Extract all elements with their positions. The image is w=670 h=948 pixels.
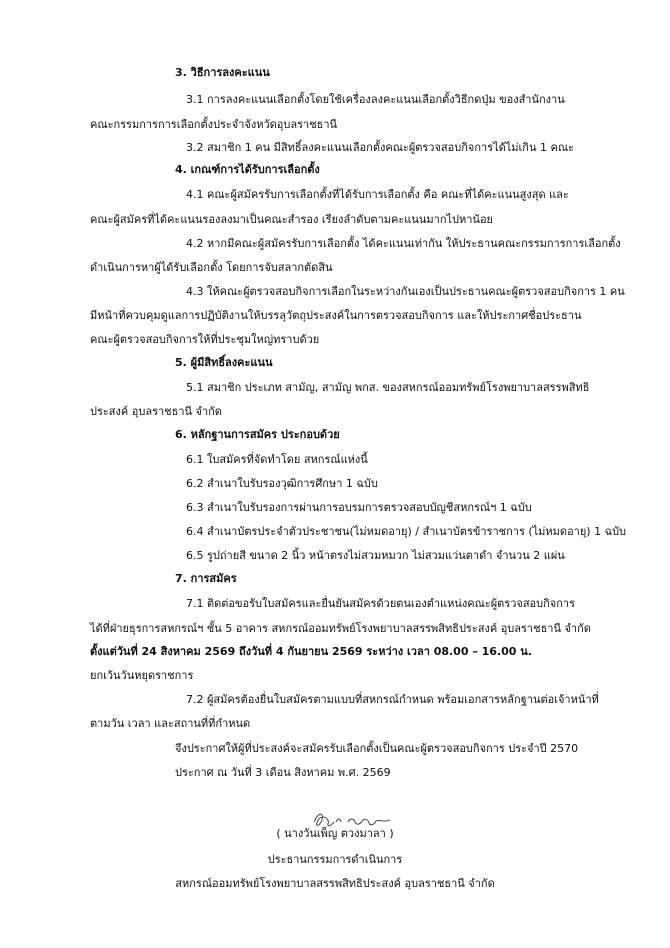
signatory-organization: สหกรณ์ออมทรัพย์โรงพยาบาลสรรพสิทธิประสงค์ อุบลราชธานี จำกัด: [175, 877, 495, 890]
signatory-name: ( นางวันเพ็ญ ตวงมาลา ): [276, 827, 394, 840]
section-5-heading: 5. ผู้มีสิทธิ์ลงคะแนน: [175, 356, 273, 369]
section-4-2-line-2: ดำเนินการหาผู้ได้รับเลือกตั้ง โดยการจับสลากตัดสิน: [90, 261, 333, 274]
section-4-3-line-1: 4.3 ให้คณะผู้ตรวจสอบกิจการเลือกในระหว่างกันเองเป็นประธานคณะผู้ตรวจสอบกิจการ 1 คน: [186, 285, 625, 298]
section-7-1-line-4: ยกเว้นวันหยุดราชการ: [90, 669, 194, 682]
section-4-3-line-2: มีหน้าที่ควบคุมดูแลการปฏิบัติงานให้บรรลุวัตถุประสงค์ในการตรวจสอบกิจการ และให้ประกาศชื่อประธาน: [90, 309, 582, 322]
section-3-1-line-1: 3.1 การลงคะแนนเลือกตั้งโดยใช้เครื่องลงคะแนนเลือกตั้งวิธีกดปุ่ม ของสำนักงาน: [186, 93, 565, 106]
section-6-heading: 6. หลักฐานการสมัคร ประกอบด้วย: [175, 428, 340, 441]
section-4-3-line-3: คณะผู้ตรวจสอบกิจการให้ที่ประชุมใหญ่ทราบด้วย: [90, 333, 320, 346]
section-4-heading: 4. เกณฑ์การได้รับการเลือกตั้ง: [175, 163, 320, 176]
section-6-item: 6.3 สำเนาใบรับรองการผ่านการอบรมการตรวจสอบบัญชีสหกรณ์ฯ 1 ฉบับ: [186, 501, 532, 514]
section-7-1-line-2: ได้ที่ฝ่ายธุรการสหกรณ์ฯ ชั้น 5 อาคาร สหกรณ์ออมทรัพย์โรงพยาบาลสรรพสิทธิประสงค์ อุบลราชธานี จำกัด: [90, 622, 591, 635]
section-7-1-line-1: 7.1 ติดต่อขอรับใบสมัครและยื่นยันสมัครด้วยตนเองตำแหน่งคณะผู้ตรวจสอบกิจการ: [186, 597, 575, 610]
section-5-1-line-2: ประสงค์ อุบลราชธานี จำกัด: [90, 405, 222, 418]
section-6-item: 6.4 สำเนาบัตรประจำตัวประชาชน(ไม่หมดอายุ) / สำเนาบัตรข้าราชการ (ไม่หมดอายุ) 1 ฉบับ: [186, 525, 627, 538]
section-4-2-line-1: 4.2 หากมีคณะผู้สมัครรับการเลือกตั้ง ได้คะแนนเท่ากัน ให้ประธานคณะกรรมการการเลือกตั้ง: [186, 237, 621, 250]
section-6-item: 6.2 สำเนาใบรับรองวุฒิการศึกษา 1 ฉบับ: [186, 477, 378, 490]
section-6-item: 6.5 รูปถ่ายสี ขนาด 2 นิ้ว หน้าตรงไม่สวมหมวก ไม่สวมแว่นตาดำ จำนวน 2 แผ่น: [186, 549, 565, 562]
section-7-2-line-1: 7.2 ผู้สมัครต้องยื่นใบสมัครตามแบบที่สหกรณ์กำหนด พร้อมเอกสารหลักฐานต่อเจ้าหน้าที่: [186, 693, 599, 706]
section-5-1-line-1: 5.1 สมาชิก ประเภท สามัญ, สามัญ พกส. ของสหกรณ์ออมทรัพย์โรงพยาบาลสรรพสิทธิ: [186, 381, 590, 394]
signatory-title: ประธานกรรมการดำเนินการ: [267, 853, 403, 866]
section-7-2-line-2: ตามวัน เวลา และสถานที่ที่กำหนด: [90, 717, 251, 730]
section-3-heading: 3. วิธีการลงคะแนน: [175, 66, 270, 79]
section-4-1-line-1: 4.1 คณะผู้สมัครรับการเลือกตั้งที่ได้รับการเลือกตั้ง คือ คณะที่ได้คะแนนสูงสุด และ: [186, 188, 569, 201]
section-4-1-line-2: คณะผู้สมัครที่ได้คะแนนรองลงมาเป็นคณะสำรอง เรียงลำดับตามคะแนนมากไปหาน้อย: [90, 213, 493, 226]
section-6-item: 6.1 ใบสมัครที่จัดทำโดย สหกรณ์แห่งนี้: [186, 453, 368, 466]
section-7-1-line-3: ตั้งแต่วันที่ 24 สิงหาคม 2569 ถึงวันที่ 4 กันยายน 2569 ระหว่าง เวลา 08.00 – 16.00 น.: [90, 645, 532, 658]
announcement-date: ประกาศ ณ วันที่ 3 เดือน สิงหาคม พ.ศ. 2569: [175, 766, 391, 779]
closing-announcement: จึงประกาศให้ผู้ที่ประสงค์จะสมัครรับเลือกตั้งเป็นคณะผู้ตรวจสอบกิจการ ประจำปี 2570: [175, 742, 579, 755]
section-3-1-line-2: คณะกรรมการการเลือกตั้งประจำจังหวัดอุบลราชธานี: [90, 118, 338, 131]
section-3-2-line-1: 3.2 สมาชิก 1 คน มีสิทธิ์ลงคะแนนเลือกตั้งคณะผู้ตรวจสอบกิจการได้ไม่เกิน 1 คณะ: [186, 141, 574, 154]
section-7-heading: 7. การสมัคร: [175, 572, 237, 585]
